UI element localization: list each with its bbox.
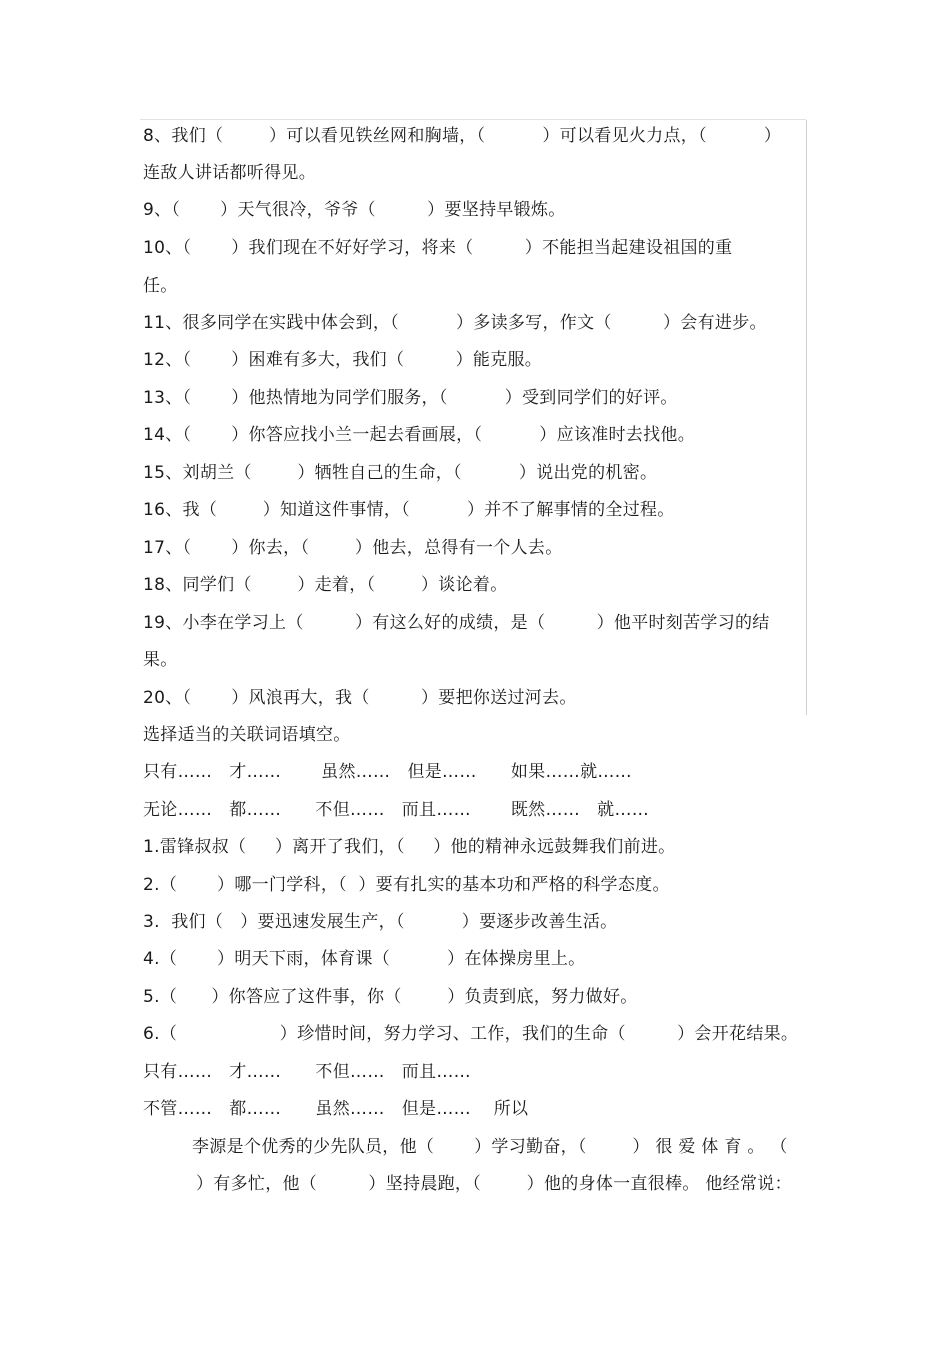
exercise-line: 4.（ ）明天下雨，体育课（ ）在体操房里上。 — [143, 949, 586, 969]
paragraph-line: ）有多忙，他（ ）坚持晨跑，（ ）他的身体一直很棒。 他经常说： — [196, 1174, 792, 1194]
exercise-line: 8、我们（ ）可以看见铁丝网和胸墙，（ ）可以看见火力点，（ ） — [143, 126, 782, 146]
exercise-line: 15、刘胡兰（ ）牺牲自己的生命，（ ）说出党的机密。 — [143, 463, 658, 483]
word-bank-line: 只有…… 才…… 虽然…… 但是…… 如果……就…… — [143, 762, 632, 782]
word-bank-line: 只有…… 才…… 不但…… 而且…… — [143, 1062, 471, 1082]
section-heading: 选择适当的关联词语填空。 — [143, 725, 351, 745]
exercise-line: 14、（ ）你答应找小兰一起去看画展，（ ）应该准时去找他。 — [143, 425, 695, 445]
exercise-line: 18、同学们（ ）走着，（ ）谈论着。 — [143, 575, 508, 595]
exercise-line: 6.（ ）珍惜时间，努力学习、工作，我们的生命（ ）会开花结果。 — [143, 1024, 799, 1044]
exercise-line: 1.雷锋叔叔（ ）离开了我们，（ ）他的精神永远鼓舞我们前进。 — [143, 837, 676, 857]
exercise-line: 16、我（ ）知道这件事情，（ ）并不了解事情的全过程。 — [143, 500, 675, 520]
exercise-line: 5.（ ）你答应了这件事，你（ ）负责到底，努力做好。 — [143, 987, 638, 1007]
exercise-line: 3. 我们（ ）要迅速发展生产，（ ）要逐步改善生活。 — [143, 912, 618, 932]
exercise-line: 9、（ ）天气很冷，爷爷（ ）要坚持早锻炼。 — [143, 200, 566, 220]
exercise-line: 20、（ ）风浪再大，我（ ）要把你送过河去。 — [143, 688, 577, 708]
exercise-line: 10、（ ）我们现在不好好学习，将来（ ）不能担当起建设祖国的重 — [143, 238, 733, 258]
exercise-line: 12、（ ）困难有多大，我们（ ）能克服。 — [143, 350, 543, 370]
table-right-border — [806, 120, 807, 715]
exercise-line: 果。 — [143, 650, 178, 670]
exercise-line: 11、很多同学在实践中体会到，（ ）多读多写，作文（ ）会有进步。 — [143, 313, 767, 333]
word-bank-line: 不管…… 都…… 虽然…… 但是…… 所以 — [143, 1099, 529, 1119]
word-bank-line: 无论…… 都…… 不但…… 而且…… 既然…… 就…… — [143, 800, 650, 820]
exercise-line: 17、（ ）你去，（ ）他去，总得有一个人去。 — [143, 538, 563, 558]
table-top-border — [140, 119, 806, 120]
exercise-line: 19、小李在学习上（ ）有这么好的成绩，是（ ）他平时刻苦学习的结 — [143, 613, 770, 633]
paragraph-line: 李源是个优秀的少先队员，他（ ）学习勤奋，（ ） 很 爱 体 育 。 （ — [192, 1137, 788, 1157]
exercise-line: 连敌人讲话都听得见。 — [143, 163, 316, 183]
exercise-line: 13、（ ）他热情地为同学们服务，（ ）受到同学们的好评。 — [143, 388, 678, 408]
exercise-line: 2.（ ）哪一门学科，（ ）要有扎实的基本功和严格的科学态度。 — [143, 875, 670, 895]
exercise-line: 任。 — [143, 276, 178, 296]
